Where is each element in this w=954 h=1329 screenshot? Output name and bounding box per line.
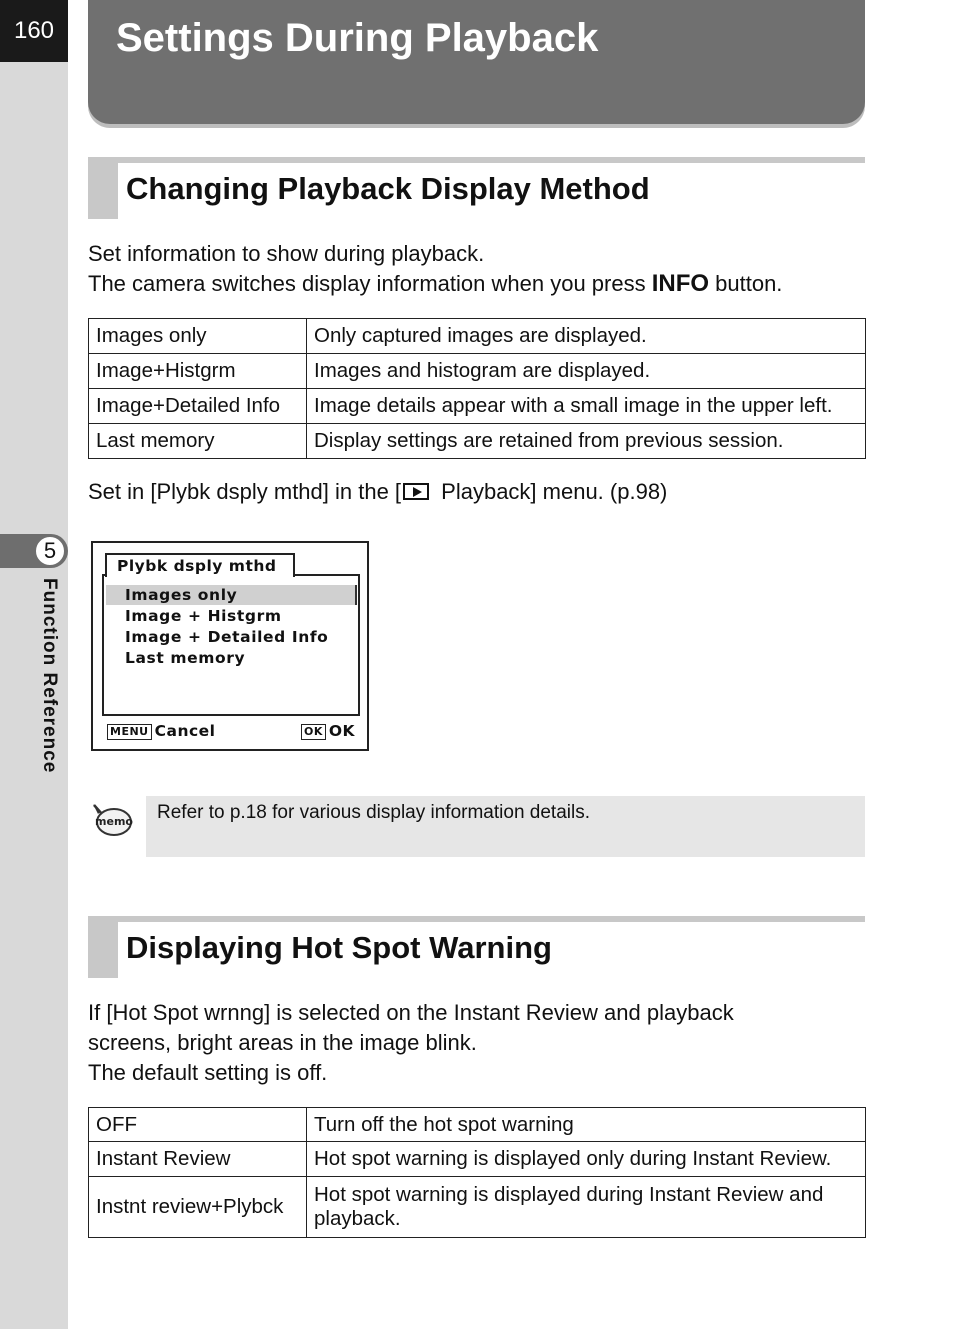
table-row (89, 1177, 866, 1238)
menu-item-images-only[interactable]: Images only (125, 586, 238, 604)
playback-icon (403, 483, 429, 500)
svg-text:memo: memo (95, 815, 133, 828)
section1-intro (88, 239, 782, 299)
intro-line-2: The camera switches display information when you press INFO button. (88, 270, 783, 297)
table-desc: Hot spot warning is displayed only during Instant Review. (307, 1142, 866, 1177)
memo-text: Refer to p.18 for various display information details. (157, 802, 590, 823)
title-banner (88, 0, 865, 124)
section-marker (88, 916, 118, 978)
info-key: INFO (651, 270, 710, 297)
table-row (89, 424, 866, 459)
table-key: Images only (89, 319, 307, 354)
table-key: Image+Detailed Info (89, 389, 307, 424)
menu-button-icon: MENU (107, 724, 152, 740)
menu-item-image-detailed-info[interactable]: Image + Detailed Info (125, 628, 329, 646)
menu-item-last-memory[interactable]: Last memory (125, 649, 246, 667)
table-desc: Display settings are retained from previous session. (307, 424, 866, 459)
table-row (89, 1142, 866, 1177)
ok-button-icon: OK (301, 724, 326, 740)
chapter-label: Function Reference (39, 578, 60, 774)
table-key: Image+Histgrm (89, 354, 307, 389)
table-row (89, 1108, 866, 1142)
table-desc: Images and histogram are displayed. (307, 354, 866, 389)
menu-tab-title: Plybk dsply mthd (105, 553, 295, 577)
table-key: Instant Review (89, 1142, 307, 1177)
table-desc: Only captured images are displayed. (307, 319, 866, 354)
section2-paragraph: If [Hot Spot wrnng] is selected on the Instant Review and playback screens, bright areas in the image blink. The default setting is off. (88, 1000, 734, 1085)
setting-note: Set in [Plybk dsply mthd] in the [ Playback] menu. (p.98) (88, 479, 668, 504)
table-row (89, 389, 866, 424)
section-header-playback-display (88, 157, 865, 219)
table-row (89, 319, 866, 354)
table-desc: Image details appear with a small image in the upper left. (307, 389, 866, 424)
display-method-table (88, 318, 866, 459)
hot-spot-table (88, 1107, 866, 1238)
section-heading: Changing Playback Display Method (126, 171, 650, 206)
intro-line-1: Set information to show during playback. (88, 241, 485, 266)
table-desc: Hot spot warning is displayed during Instant Review and playback. (307, 1177, 866, 1238)
memo-icon (90, 800, 134, 840)
page-number: 160 (0, 0, 68, 62)
table-key: OFF (89, 1108, 307, 1142)
cancel-button[interactable]: MENU Cancel (107, 722, 216, 740)
section-heading: Displaying Hot Spot Warning (126, 930, 552, 965)
menu-item-image-histgrm[interactable]: Image + Histgrm (125, 607, 282, 625)
page-title: Settings During Playback (116, 16, 599, 60)
section-marker (88, 157, 118, 219)
chapter-number: 5 (34, 535, 66, 567)
table-key: Instnt review+Plybck (89, 1177, 307, 1238)
section-header-hot-spot (88, 916, 865, 978)
camera-menu-screen (91, 541, 369, 751)
ok-button[interactable]: OK OK (301, 722, 355, 740)
memo-box (146, 796, 865, 857)
table-desc: Turn off the hot spot warning (307, 1108, 866, 1142)
table-row (89, 354, 866, 389)
table-key: Last memory (89, 424, 307, 459)
